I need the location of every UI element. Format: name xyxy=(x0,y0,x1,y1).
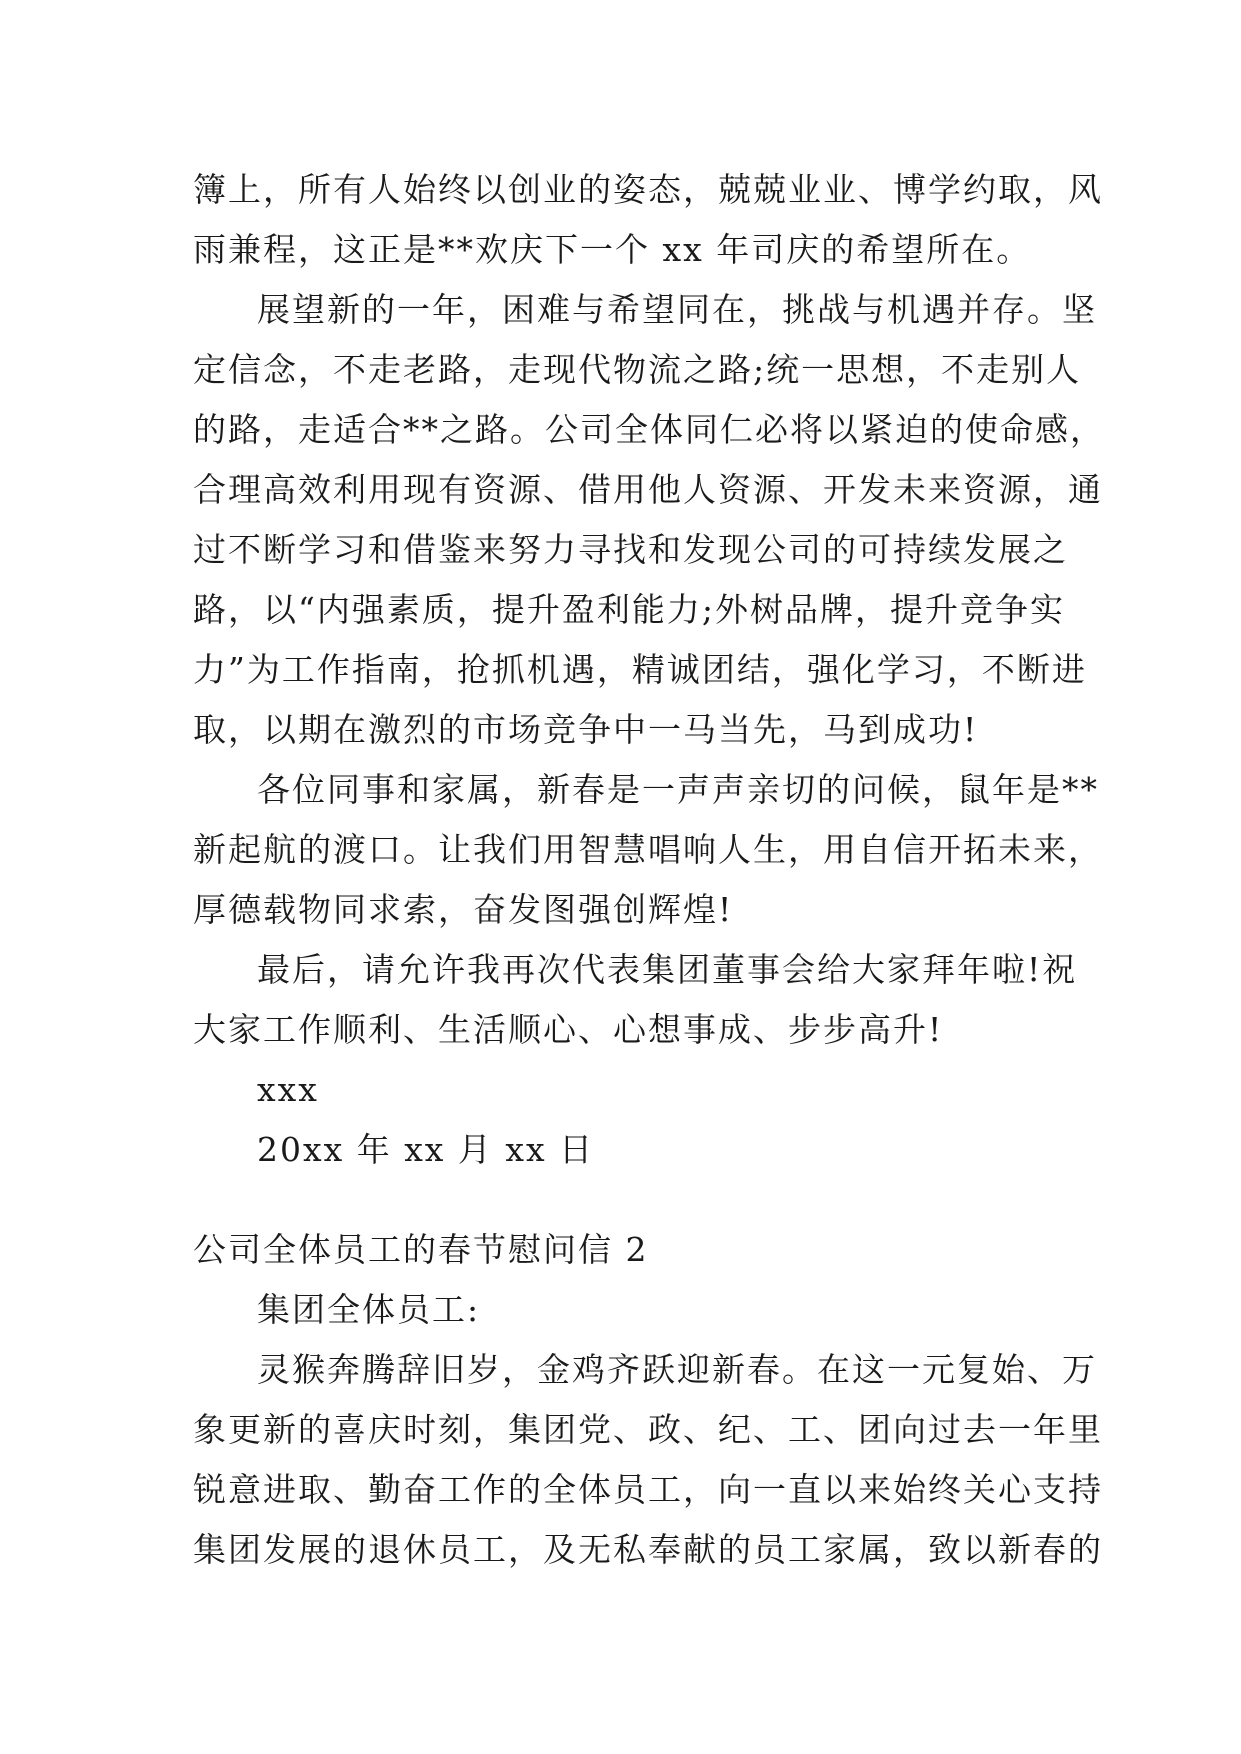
text-line: 最后，请允许我再次代表集团董事会给大家拜年啦!祝 xyxy=(257,950,1078,989)
text-line: 展望新的一年，困难与希望同在，挑战与机遇并存。坚 xyxy=(257,290,1097,329)
text-line: 取，以期在激烈的市场竞争中一马当先，马到成功! xyxy=(193,710,979,749)
text-line: 象更新的喜庆时刻，集团党、政、纪、工、团向过去一年里 xyxy=(193,1410,1103,1449)
text-line: 路，以“内强素质，提升盈利能力;外树品牌，提升竞争实 xyxy=(193,590,1065,629)
text-line: 大家工作顺利、生活顺心、心想事成、步步高升! xyxy=(193,1010,944,1049)
text-line: 过不断学习和借鉴来努力寻找和发现公司的可持续发展之 xyxy=(193,530,1068,569)
text-line: 灵猴奔腾辞旧岁，金鸡齐跃迎新春。在这一元复始、万 xyxy=(257,1350,1097,1389)
paragraph-continuation xyxy=(193,160,1103,280)
signature: xxx xyxy=(257,1070,319,1109)
text-line: 力”为工作指南，抢抓机遇，精诚团结，强化学习，不断进 xyxy=(193,650,1087,689)
section-title: 公司全体员工的春节慰问信 2 xyxy=(193,1230,649,1269)
section-gap xyxy=(193,1180,1049,1220)
text-line: 定信念，不走老路，走现代物流之路;统一思想，不走别人 xyxy=(193,350,1082,389)
paragraph-opening xyxy=(193,1340,1103,1580)
salutation: 集团全体员工: xyxy=(257,1290,481,1329)
document-body xyxy=(193,160,1105,1580)
text-line: 锐意进取、勤奋工作的全体员工，向一直以来始终关心支持 xyxy=(193,1470,1103,1509)
letter-date: 20xx 年 xx 月 xx 日 xyxy=(257,1130,595,1169)
paragraph-outlook xyxy=(193,280,1105,760)
text-line: 雨兼程，这正是**欢庆下一个 xx 年司庆的希望所在。 xyxy=(193,230,1032,269)
text-line: 的路，走适合**之路。公司全体同仁必将以紧迫的使命感， xyxy=(193,410,1105,449)
text-line: 合理高效利用现有资源、借用他人资源、开发未来资源，通 xyxy=(193,470,1103,509)
text-line: 新起航的渡口。让我们用智慧唱响人生，用自信开拓未来， xyxy=(193,830,1103,869)
text-line: 厚德载物同求索，奋发图强创辉煌! xyxy=(193,890,734,929)
paragraph-colleagues xyxy=(193,760,1103,940)
text-line: 集团发展的退休员工，及无私奉献的员工家属，致以新春的 xyxy=(193,1530,1103,1569)
text-line: 各位同事和家属，新春是一声声亲切的问候，鼠年是** xyxy=(257,770,1099,809)
text-line: 簿上，所有人始终以创业的姿态，兢兢业业、博学约取，风 xyxy=(193,170,1103,209)
paragraph-final xyxy=(193,940,1078,1060)
